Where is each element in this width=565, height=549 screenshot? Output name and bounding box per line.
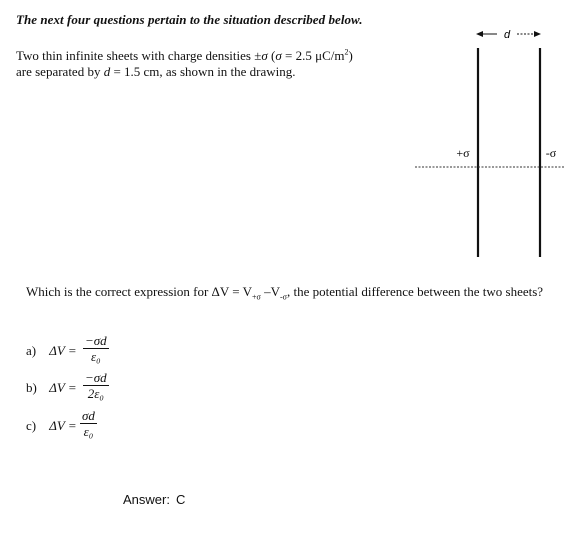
question-part: –V [260,284,281,299]
problem-text: are separated by [16,64,104,80]
section-intro: The next four questions pertain to the situation described below. [16,12,363,27]
option-b-fraction [83,370,109,401]
option-lhs: ΔV = [49,418,77,433]
problem-line2 [16,64,396,80]
problem-statement [16,45,396,80]
option-label: b) [26,380,37,395]
numerator: σd [82,408,95,423]
answer-value: C [175,492,186,507]
question-text [26,284,546,306]
answer-label: Answer: [123,492,170,507]
charge-density-value: = 2.5 μC/m [281,48,345,64]
subscript: -σ [280,292,287,302]
option-b [26,380,77,396]
sigma-symbol: σ [261,48,268,64]
separation-value: = 1.5 cm, as shown in the drawing. [110,64,296,80]
question-part: , the potential difference between the two sheets? [287,284,544,299]
negative-charge-label: -σ [545,146,557,160]
option-label: c) [26,418,37,433]
option-c-fraction [80,408,97,439]
numerator: −σd [85,333,107,348]
subscript: +σ [252,292,261,302]
option-lhs: ΔV = [49,380,77,395]
distance-symbol: d [103,64,111,80]
denominator: 2ε₀ [87,386,104,401]
problem-text: ( [267,48,276,64]
answer-line [123,492,185,507]
positive-charge-label: +σ [456,146,470,160]
option-label: a) [26,343,37,358]
option-a [26,343,77,359]
distance-label: d [503,29,511,41]
option-a-fraction [83,333,109,364]
charged-sheets-diagram [410,20,565,270]
exponent: 2 [344,48,349,57]
option-c [26,418,77,434]
denominator: ε₀ [91,349,101,364]
numerator: −σd [85,370,107,385]
problem-text: ) [348,48,353,64]
question-part: Which is the correct expression for ΔV = V [26,284,253,299]
denominator: ε₀ [83,424,94,439]
problem-line1 [16,48,353,63]
option-lhs: ΔV = [49,343,77,358]
sigma-symbol: σ [275,48,282,64]
problem-text: Two thin infinite sheets with charge densities ± [16,48,262,64]
